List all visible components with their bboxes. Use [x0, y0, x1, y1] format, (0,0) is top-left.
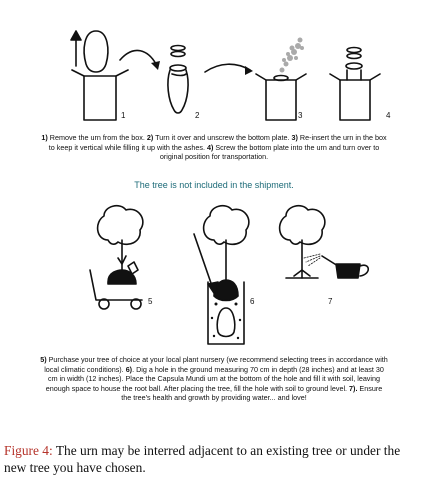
box-icon	[340, 80, 370, 120]
step-7-illustration	[280, 206, 369, 278]
step-3-illustration	[256, 38, 306, 121]
caption-text: The urn may be interred adjacent to an existing tree or under the new tree you have chosen.	[4, 443, 401, 475]
step-number-4: 4	[386, 111, 391, 120]
step-number-7: 7	[328, 297, 333, 306]
step-1-illustration	[71, 31, 128, 120]
bottom-plate-icon	[171, 46, 185, 51]
instruction-step-3-text: Re-insert the urn in the box to keep it vertical while filling it up with the ashes.	[48, 133, 387, 152]
instructions-block-1	[40, 133, 388, 162]
step-number-1: 1	[121, 111, 126, 120]
instruction-step-1-number: 1)	[41, 133, 48, 142]
step-number-2: 2	[195, 111, 200, 120]
instruction-step-1-text: Remove the urn from the box.	[47, 133, 147, 142]
curved-arrow-icon	[120, 50, 156, 64]
urn-inverted-icon	[168, 70, 188, 113]
ashes-icon	[280, 38, 305, 73]
box-icon	[84, 76, 116, 120]
instruction-step-4-number: 4)	[206, 142, 214, 152]
instruction-step-7-text: Ensure the tree's health and growth by providing water... and love!	[121, 383, 383, 403]
step-number-5: 5	[148, 297, 153, 306]
watering-can-icon	[336, 264, 360, 278]
urn-icon	[84, 31, 108, 72]
instruction-step-6-number: 6)	[125, 364, 133, 374]
figure-label: Figure 4:	[4, 443, 53, 458]
instruction-step-2-number: 2)	[146, 133, 154, 142]
step-6-illustration	[194, 206, 249, 344]
instruction-step-3-number: 3)	[291, 133, 298, 142]
arrow-icon	[205, 64, 250, 72]
up-arrow-head-icon	[71, 31, 81, 40]
instruction-step-5-text: Purchase your tree of choice at your local plant nursery (we recommend selecting trees in accordance with local climatic conditions).	[44, 355, 388, 374]
tree-canopy-icon	[280, 206, 325, 245]
step-number-3: 3	[298, 111, 303, 120]
box-icon	[266, 80, 296, 120]
step-5-illustration	[90, 206, 143, 309]
instruction-step-4-text: Screw the bottom plate into the urn and turn over to original position for transportation.	[159, 142, 380, 162]
shovel-handle-icon	[194, 234, 212, 286]
instructions-block-2	[40, 355, 388, 403]
step-2-illustration	[168, 46, 188, 114]
shipment-note: The tree is not included in the shipment.	[134, 180, 294, 190]
urn-in-ground-icon	[217, 308, 234, 337]
tree-canopy-icon	[204, 206, 249, 245]
instruction-step-2-text: Turn it over and unscrew the bottom plate.	[153, 133, 292, 142]
instruction-step-7-number: 7).	[349, 383, 358, 393]
instruction-step-6-text: . Dig a hole in the ground measuring 70 cm in depth (28 inches) and at least 30 cm in width (12 inches). Place the Capsula Mundi urn at the bottom of the hole and fill it with soil, leaving enough space to house the root ball. After placing the tree, fill the hole with soil to ground level.	[45, 364, 384, 393]
figure-caption	[4, 442, 424, 476]
step-number-6: 6	[250, 297, 255, 306]
shovel-blade-icon	[208, 282, 218, 296]
bottom-plate-icon	[347, 48, 361, 53]
tree-canopy-icon	[98, 206, 143, 245]
instruction-step-5-number: 5)	[40, 355, 47, 364]
step-4-illustration	[330, 48, 380, 121]
water-spray-icon	[304, 254, 320, 266]
